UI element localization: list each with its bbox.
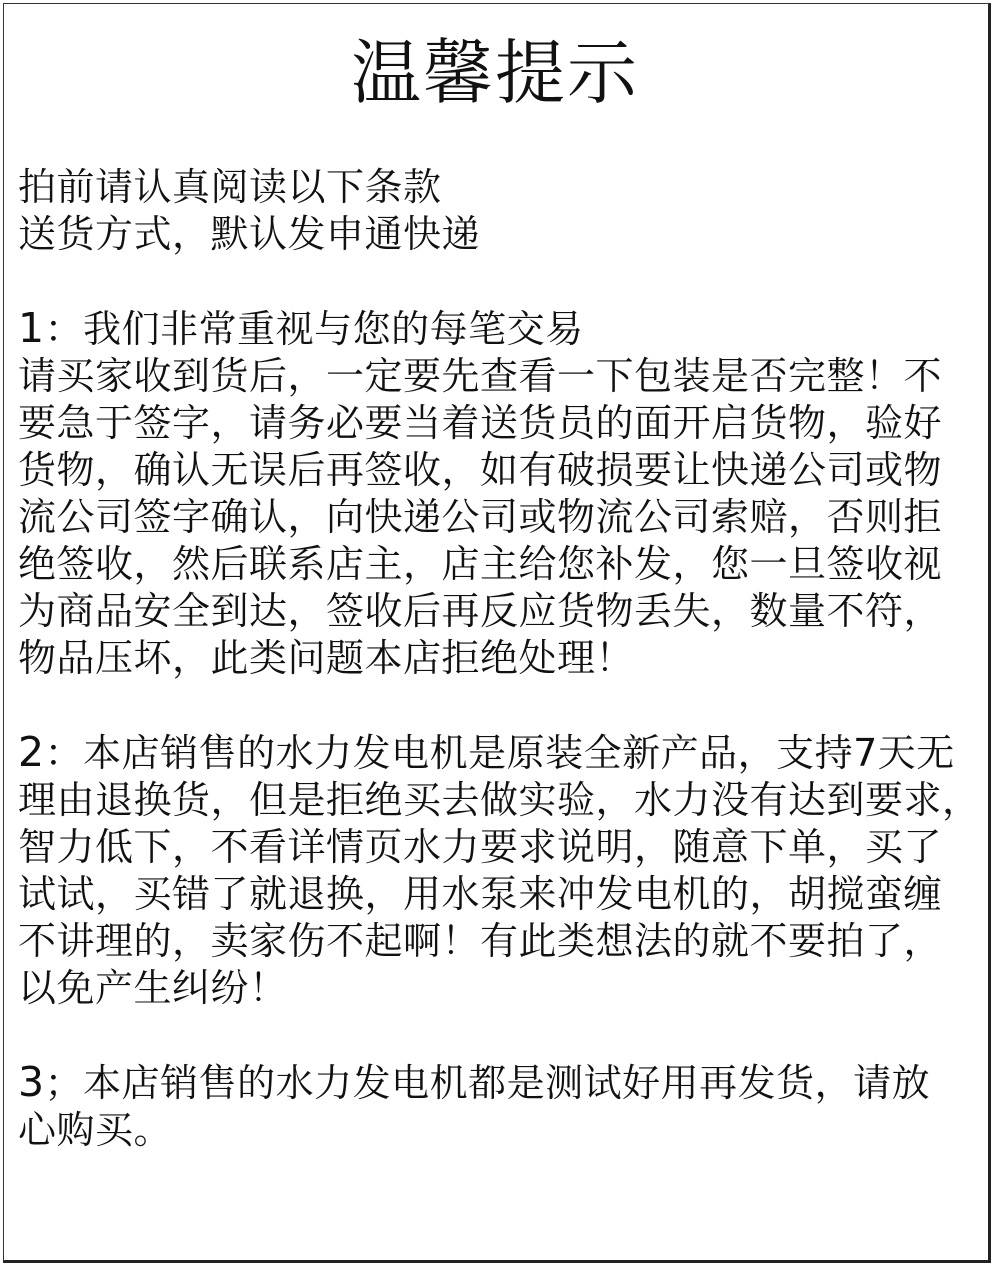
section-2-line-2: 理由退换货，但是拒绝买去做实验，水力没有达到要求， [18,778,981,822]
section-3-heading [18,1059,978,1107]
section-3-line-1: ；本店销售的水力发电机都是测试好用再发货，请放 [44,1061,931,1105]
section-2-line-3: 智力低下，不看详情页水力要求说明，随意下单，买了 [18,825,943,869]
section-3 [18,1059,978,1154]
section-1-number: 1 [18,304,45,352]
section-1 [18,305,978,682]
section-1-line-7: 为商品安全到达，签收后再反应货物丢失，数量不符， [18,589,943,633]
section-1-line-5: 流公司签字确认，向快递公司或物流公司索赔，否则拒 [18,495,943,539]
section-1-heading [18,305,978,353]
section-2-number: 2 [18,728,45,776]
section-3-line-2: 心购买。 [18,1108,173,1152]
page-title: 温馨提示 [351,32,639,114]
section-1-line-8: 物品压坏，此类问题本店拒绝处理！ [18,636,635,680]
section-2-line-1: ：本店销售的水力发电机是原装全新产品，支持7天无 [44,731,955,775]
section-2-heading [18,729,978,777]
section-1-line-2: 请买家收到货后，一定要先查看一下包装是否完整！不 [18,354,943,398]
section-2-line-4: 试试，买错了就退换，用水泵来冲发电机的，胡搅蛮缠 [18,872,943,916]
section-2-line-6: 以免产生纠纷！ [18,966,288,1010]
section-1-line-4: 货物，确认无误后再签收，如有破损要让快递公司或物 [18,448,943,492]
intro-block [18,164,978,258]
section-2-line-5: 不讲理的，卖家伤不起啊！有此类想法的就不要拍了， [18,919,943,963]
section-3-number: 3 [18,1058,45,1106]
notice-content [18,164,981,1154]
section-1-line-1: ：我们非常重视与您的每笔交易 [44,307,584,351]
section-1-line-6: 绝签收，然后联系店主，店主给您补发，您一旦签收视 [18,542,943,586]
intro-line-1: 拍前请认真阅读以下条款 [18,165,442,209]
section-1-line-3: 要急于签字，请务必要当着送货员的面开启货物，验好 [18,401,943,445]
intro-line-2: 送货方式，默认发申通快递 [18,212,481,256]
section-2 [18,728,981,1012]
